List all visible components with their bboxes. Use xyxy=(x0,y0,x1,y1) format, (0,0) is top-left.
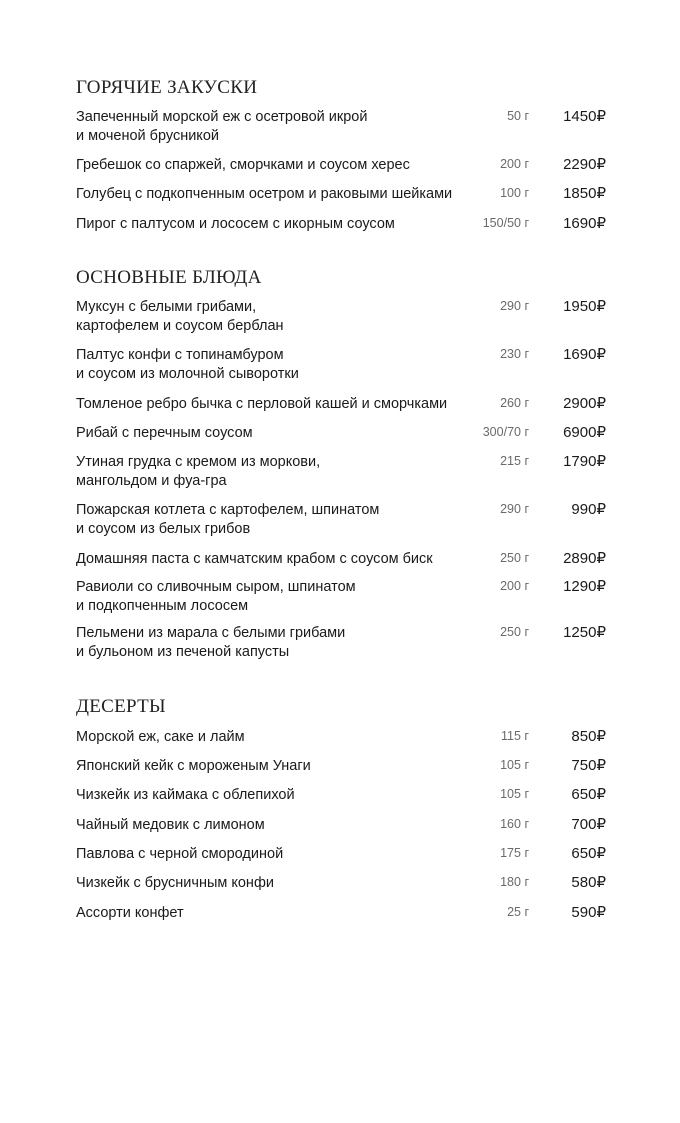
item-weight: 105 г xyxy=(500,758,529,772)
item-name xyxy=(76,156,476,175)
section-title-desserts: ДЕСЕРТЫ xyxy=(76,696,166,717)
item-weight: 175 г xyxy=(500,846,529,860)
item-price: 2890₽ xyxy=(563,550,606,567)
section-title-main-courses: ОСНОВНЫЕ БЛЮДА xyxy=(76,267,262,288)
item-name-line: Чайный медовик с лимоном xyxy=(76,817,265,833)
item-name xyxy=(76,874,476,893)
item-weight: 200 г xyxy=(500,579,529,593)
item-weight: 260 г xyxy=(500,396,529,410)
item-weight: 100 г xyxy=(500,186,529,200)
item-price: 2290₽ xyxy=(563,156,606,173)
item-price: 590₽ xyxy=(571,904,606,921)
item-price: 1690₽ xyxy=(563,215,606,232)
item-weight: 215 г xyxy=(500,454,529,468)
item-name-line: и подкопченным лососем xyxy=(76,598,249,614)
item-price: 1950₽ xyxy=(563,298,606,315)
item-name-line: Домашняя паста с камчатским крабом с соусом биск xyxy=(76,551,433,567)
item-weight: 25 г xyxy=(507,905,529,919)
item-weight: 200 г xyxy=(500,157,529,171)
item-price: 1850₽ xyxy=(563,185,606,202)
item-price: 580₽ xyxy=(571,874,606,891)
item-name-line: Голубец с подкопченным осетром и раковыми шейками xyxy=(76,186,453,202)
item-price: 850₽ xyxy=(571,728,606,745)
item-name-line: мангольдом и фуа-гра xyxy=(76,473,227,489)
item-name xyxy=(76,904,476,923)
item-name-line: картофелем и соусом берблан xyxy=(76,318,284,334)
item-name-line: Палтус конфи с топинамбуром xyxy=(76,347,284,363)
item-weight: 50 г xyxy=(507,109,529,123)
item-name-line: Пожарская котлета с картофелем, шпинатом xyxy=(76,502,380,518)
item-price: 650₽ xyxy=(571,845,606,862)
item-name-line: Пельмени из марала с белыми грибами xyxy=(76,625,346,641)
item-name xyxy=(76,786,476,805)
item-name-line: и моченой брусникой xyxy=(76,128,219,144)
item-name-line: Павлова с черной смородиной xyxy=(76,846,284,862)
item-name xyxy=(76,845,476,864)
item-name-line: и соусом из белых грибов xyxy=(76,521,251,537)
item-weight: 180 г xyxy=(500,875,529,889)
item-name xyxy=(76,424,476,443)
item-price: 6900₽ xyxy=(563,424,606,441)
item-name xyxy=(76,624,476,662)
item-price: 1450₽ xyxy=(563,108,606,125)
item-weight: 290 г xyxy=(500,299,529,313)
item-name xyxy=(76,501,476,539)
item-weight: 250 г xyxy=(500,625,529,639)
item-weight: 115 г xyxy=(501,729,529,743)
item-name-line: Чизкейк из каймака с облепихой xyxy=(76,787,295,803)
item-name xyxy=(76,185,476,204)
item-price: 1290₽ xyxy=(563,578,606,595)
item-weight: 300/70 г xyxy=(482,425,529,439)
item-name-line: Утиная грудка с кремом из моркови, xyxy=(76,454,321,470)
item-weight: 150/50 г xyxy=(482,216,529,230)
item-name-line: и соусом из молочной сыворотки xyxy=(76,366,299,382)
item-name xyxy=(76,108,476,146)
item-name-line: Запеченный морской еж с осетровой икрой xyxy=(76,109,368,125)
item-price: 2900₽ xyxy=(563,395,606,412)
item-name-line: Морской еж, саке и лайм xyxy=(76,729,245,745)
item-name xyxy=(76,215,476,234)
item-name xyxy=(76,550,476,569)
item-name-line: Томленое ребро бычка с перловой кашей и сморчками xyxy=(76,396,448,412)
item-name xyxy=(76,395,476,414)
item-name-line: Японский кейк с мороженым Унаги xyxy=(76,758,311,774)
item-name-line: Ассорти конфет xyxy=(76,905,184,921)
item-price: 700₽ xyxy=(571,816,606,833)
item-name xyxy=(76,453,476,491)
item-name-line: Муксун с белыми грибами, xyxy=(76,299,257,315)
item-weight: 290 г xyxy=(500,502,529,516)
item-weight: 250 г xyxy=(500,551,529,565)
item-name-line: Чизкейк с брусничным конфи xyxy=(76,875,274,891)
item-weight: 160 г xyxy=(500,817,529,831)
item-name-line: Равиоли со сливочным сыром, шпинатом xyxy=(76,579,356,595)
item-name-line: Рибай с перечным соусом xyxy=(76,425,253,441)
item-name-line: Пирог с палтусом и лососем с икорным соусом xyxy=(76,216,395,232)
item-name xyxy=(76,728,476,747)
item-name-line: и бульоном из печеной капусты xyxy=(76,644,290,660)
item-name xyxy=(76,816,476,835)
section-title-hot-appetizers: ГОРЯЧИЕ ЗАКУСКИ xyxy=(76,77,258,98)
item-name xyxy=(76,578,476,616)
item-price: 1790₽ xyxy=(563,453,606,470)
item-price: 750₽ xyxy=(571,757,606,774)
item-name xyxy=(76,298,476,336)
item-price: 990₽ xyxy=(571,501,606,518)
item-name-line: Гребешок со спаржей, сморчками и соусом херес xyxy=(76,157,410,173)
item-price: 650₽ xyxy=(571,786,606,803)
item-name xyxy=(76,757,476,776)
item-name xyxy=(76,346,476,384)
item-weight: 230 г xyxy=(500,347,529,361)
item-price: 1250₽ xyxy=(563,624,606,641)
item-weight: 105 г xyxy=(500,787,529,801)
item-price: 1690₽ xyxy=(563,346,606,363)
